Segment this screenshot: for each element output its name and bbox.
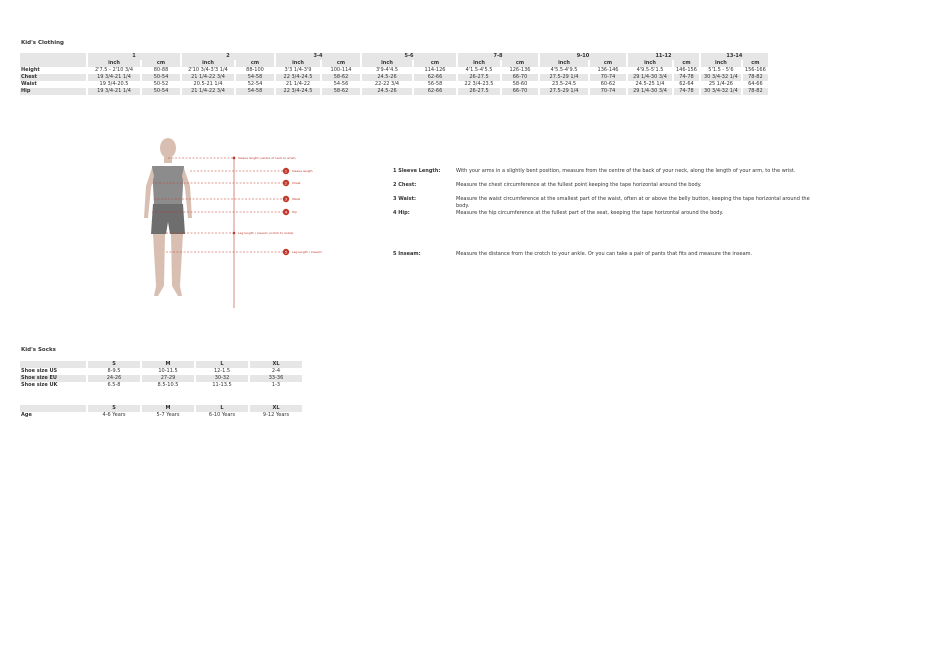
cell: 11-13.5 (212, 382, 232, 388)
cell: 4-6 Years (102, 412, 126, 418)
cell-cm: 62-66 (414, 74, 456, 81)
size-header-11-12: 11-12 (628, 53, 699, 60)
cell-cm: 156-166 (744, 67, 766, 73)
cell-inch: 27.5-29 1/4 (540, 88, 588, 95)
size-header-5-6: 5-6 (362, 53, 456, 60)
measurement-figure (138, 126, 343, 322)
cell-inch: 4'5.5-4'9.5 (550, 67, 578, 73)
measure-term: 5 Inseam: (393, 251, 421, 257)
table-row (20, 382, 302, 389)
unit-header-cm: cm (236, 60, 274, 67)
measure-hip (393, 210, 823, 218)
cell-cm: 56-58 (427, 81, 443, 87)
table-row (20, 88, 768, 95)
measure-term: 1 Sleeve Length: (393, 168, 441, 174)
unit-header-inch: inch (276, 60, 320, 67)
size-header-9-10: 9-10 (540, 53, 626, 60)
cell-cm: 70-74 (590, 74, 626, 81)
cell-inch: 23.5-24.5 (551, 81, 577, 87)
unit-header-row (20, 60, 768, 67)
row-label-chest: Chest (20, 74, 86, 81)
size-header-2: 2 (182, 53, 274, 60)
socks-header-row (20, 361, 302, 368)
table-row (20, 375, 302, 382)
cell-cm: 62-66 (414, 88, 456, 95)
cell-inch: 5'1.5 - 5'6 (708, 67, 734, 73)
unit-header-cm: cm (322, 60, 360, 67)
socks-age-header-row (20, 405, 302, 412)
measure-term: 2 Chest: (393, 182, 417, 188)
figure-label-chest: Chest (292, 181, 301, 185)
unit-header-cm: cm (743, 60, 768, 67)
figure-label-inseam: Leg length / inseam (292, 250, 322, 254)
cell-inch: 29 1/4-30 3/4 (628, 88, 672, 95)
marker-4: 4 (284, 209, 288, 215)
cell-cm: 54-56 (333, 81, 349, 87)
table-row (20, 81, 768, 88)
clothing-size-table (18, 53, 770, 95)
cell-cm: 78-82 (743, 88, 768, 95)
sock-size-S: S (88, 361, 140, 368)
measure-desc: Measure the waist circumference at the smallest part of the waist, often at or above the belly button, keeping the tape horizontal around the body. (456, 196, 810, 209)
cell-inch: 22 3/4-24.5 (276, 88, 320, 95)
row-label-height: Height (21, 67, 40, 73)
cell-inch: 19 3/4-21 1/4 (88, 88, 140, 95)
measure-desc: Measure the hip circumference at the fullest part of the seat, keeping the tape horizontal around the body. (456, 210, 724, 216)
cell-inch: 22-22 3/4 (374, 81, 400, 87)
cell-inch: 20.5-21 1/4 (193, 81, 223, 87)
sock-size-XL: XL (250, 361, 302, 368)
cell-inch: 30 3/4-32 1/4 (701, 74, 741, 81)
measure-chest (393, 182, 823, 190)
marker-5: 5 (284, 249, 288, 255)
cell: 10-11.5 (158, 368, 178, 374)
measure-desc: Measure the chest circumference at the fullest point keeping the tape horizontal around the body. (456, 182, 702, 188)
cell-inch: 21 1/4-22 3/4 (182, 88, 234, 95)
cell-inch: 4'1.5-4'5.5 (465, 67, 493, 73)
cell: 8-9.5 (107, 368, 121, 374)
marker-1: 1 (284, 168, 288, 174)
age-size-L: L (196, 405, 248, 412)
cell: 6-10 Years (208, 412, 236, 418)
cell-cm: 54-58 (236, 88, 274, 95)
cell-inch: 27.5-29 1/4 (540, 74, 588, 81)
row-label-age: Age (21, 412, 32, 418)
figure-label-sleeve-full: Sleeve length (centre of neck to wrist) (238, 156, 296, 160)
cell-inch: 19 3/4-21 1/4 (88, 74, 140, 81)
cell-inch: 25 1/4-26 (708, 81, 733, 87)
cell-inch: 3'9-4'4.5 (375, 67, 399, 73)
figure-label-waist: Waist (292, 197, 301, 201)
cell-cm: 62-64 (679, 81, 694, 87)
unit-header-cm: cm (674, 60, 699, 67)
cell-cm: 58-62 (322, 74, 360, 81)
cell-cm: 54-58 (236, 74, 274, 81)
cell-inch: 2'10 3/4-3'3 1/4 (188, 67, 228, 73)
socks-size-table (18, 361, 304, 389)
cell-inch: 26-27.5 (458, 74, 500, 81)
unit-header-cm: cm (502, 60, 538, 67)
cell: 6.5-8 (107, 382, 121, 388)
measure-desc: With your arms in a slightly bent position, measure from the centre of the back of your neck, along the length of your arm, to the wrist. (456, 168, 796, 174)
sock-size-L: L (196, 361, 248, 368)
cell-cm: 66-70 (502, 74, 538, 81)
unit-header-inch: inch (182, 60, 234, 67)
row-label: Shoe size US (21, 368, 58, 374)
cell-cm: 114-126 (424, 67, 446, 73)
cell-inch: 2'7.5 - 2'10 3/4 (94, 67, 134, 73)
cell-inch: 24.5-26 (362, 74, 412, 81)
cell-cm: 100-114 (330, 67, 352, 73)
unit-header-inch: inch (628, 60, 672, 67)
measure-sleeve (393, 168, 823, 176)
size-header-13-14: 13-14 (701, 53, 768, 60)
figure-label-hip: Hip (292, 210, 297, 214)
cell-cm: 70-74 (590, 88, 626, 95)
cell: 5-7 Years (156, 412, 180, 418)
cell: 2-4 (271, 368, 281, 374)
cell-cm: 50-54 (142, 74, 180, 81)
cell-cm: 64-66 (748, 81, 763, 87)
cell-cm: 58-60 (512, 81, 528, 87)
cell-inch: 19 3/4-20.5 (99, 81, 129, 87)
size-header-row (20, 53, 768, 60)
cell-inch: 26-27.5 (458, 88, 500, 95)
measure-inseam (393, 251, 823, 259)
measure-desc: Measure the distance from the crotch to your ankle. Or you can take a pair of pants that fits and measure the inseam. (456, 251, 753, 257)
age-size-S: S (88, 405, 140, 412)
unit-header-cm: cm (590, 60, 626, 67)
sock-size-M: M (142, 361, 194, 368)
cell: 12-1.5 (213, 368, 231, 374)
cell: 24-26 (88, 375, 140, 382)
measure-term: 4 Hip: (393, 210, 410, 216)
cell-inch: 22 3/4-24.5 (276, 74, 320, 81)
row-label-hip: Hip (20, 88, 86, 95)
unit-header-cm: cm (142, 60, 180, 67)
marker-2: 2 (284, 180, 288, 186)
cell-inch: 4'9.5-5'1.5 (636, 67, 664, 73)
unit-header-inch: inch (458, 60, 500, 67)
row-label: Shoe size EU (20, 375, 86, 382)
cell-inch: 24.5-26 (362, 88, 412, 95)
cell-cm: 78-82 (743, 74, 768, 81)
table-row (20, 67, 768, 74)
figure-label-sleeve: Sleeve length (292, 169, 313, 173)
cell-inch: 22 3/4-23.5 (464, 81, 494, 87)
unit-header-inch: inch (701, 60, 741, 67)
age-size-XL: XL (250, 405, 302, 412)
cell: 9-12 Years (262, 412, 290, 418)
cell: 30-32 (196, 375, 248, 382)
cell-inch: 29 1/4-30 3/4 (628, 74, 672, 81)
cell-cm: 80-88 (153, 67, 169, 73)
marker-3: 3 (284, 196, 288, 202)
measure-waist (393, 196, 823, 210)
cell-inch: 3'3 1/4-3'9 (284, 67, 312, 73)
cell-cm: 146-156 (676, 67, 697, 73)
cell: 8.5-10.5 (157, 382, 179, 388)
cell-cm: 74-78 (674, 74, 699, 81)
cell-cm: 126-136 (509, 67, 531, 73)
table-row (20, 412, 302, 419)
cell-cm: 74-78 (674, 88, 699, 95)
socks-age-table (18, 405, 304, 419)
cell-cm: 52-54 (247, 81, 263, 87)
unit-header-inch: inch (88, 60, 140, 67)
size-header-7-8: 7-8 (458, 53, 538, 60)
cell-inch: 24.5-25 1/4 (635, 81, 665, 87)
cell-cm: 50-52 (153, 81, 169, 87)
table-row (20, 74, 768, 81)
row-label-waist: Waist (21, 81, 37, 87)
cell-cm: 88-100 (246, 67, 264, 73)
size-header-3-4: 3-4 (276, 53, 360, 60)
measure-term: 3 Waist: (393, 196, 417, 202)
size-header-1: 1 (88, 53, 180, 60)
cell-cm: 50-54 (142, 88, 180, 95)
cell-inch: 21 1/4-22 3/4 (182, 74, 234, 81)
table-row (20, 368, 302, 375)
cell-inch: 30 3/4-32 1/4 (701, 88, 741, 95)
cell: 27-29 (142, 375, 194, 382)
figure-label-leg-full: Leg length / inseam (crotch to ankle) (238, 231, 294, 235)
unit-header-cm: cm (414, 60, 456, 67)
row-label: Shoe size UK (21, 382, 58, 388)
unit-header-inch: inch (540, 60, 588, 67)
age-size-M: M (142, 405, 194, 412)
cell-cm: 136-146 (597, 67, 619, 73)
cell-inch: 21 1/4-22 (285, 81, 311, 87)
cell-cm: 60-62 (600, 81, 616, 87)
unit-header-inch: inch (362, 60, 412, 67)
cell-cm: 66-70 (502, 88, 538, 95)
cell-cm: 58-62 (322, 88, 360, 95)
cell: 33-36 (250, 375, 302, 382)
cell: 1-3 (271, 382, 281, 388)
socks-title: Kid's Socks (21, 347, 56, 353)
clothing-title: Kid's Clothing (21, 40, 64, 46)
